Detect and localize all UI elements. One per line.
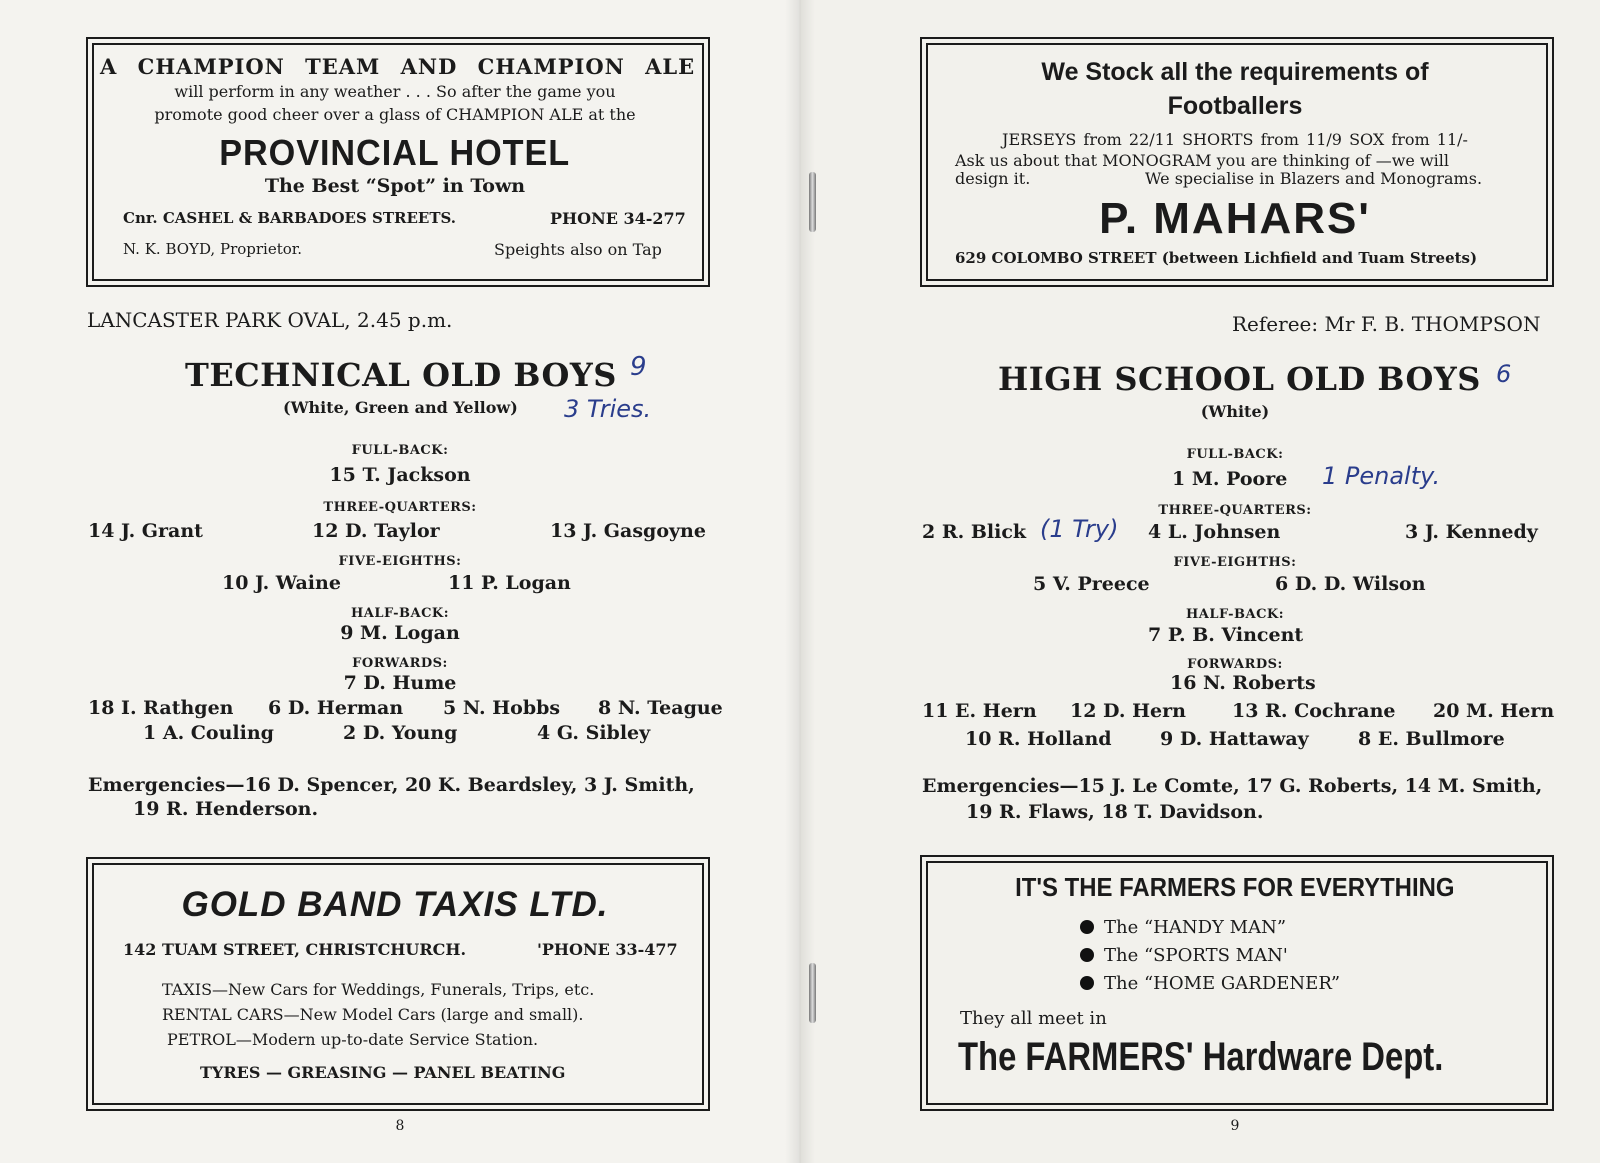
ad-farmers-name-wrap — [958, 1035, 1528, 1080]
ad-mahars-name-wrap — [935, 194, 1535, 244]
label-full-back: FULL-BACK: — [351, 443, 449, 458]
tries-note: 3 Tries. — [564, 395, 652, 423]
ad-taxis-address: 142 TUAM STREET, CHRISTCHURCH. — [123, 940, 467, 959]
player-five-eighth: 5 V. Preece — [1033, 573, 1150, 595]
emergencies-line: Emergencies—15 J. Le Comte, 17 G. Roberts, 14 M. Smith, — [922, 775, 1543, 797]
label-full-back: FULL-BACK: — [1186, 447, 1284, 462]
score-note-high-school: 6 — [1496, 360, 1512, 388]
ad-mahars-headline: Footballers — [1167, 92, 1303, 120]
player-forward: 9 D. Hattaway — [1160, 728, 1309, 750]
bullet-icon — [1080, 920, 1094, 934]
ad-hotel-phone: PHONE 34-277 — [550, 209, 686, 228]
team-high-school-colours: (White) — [1200, 402, 1270, 421]
player-three-quarter: 14 J. Grant — [88, 520, 203, 542]
ad-farmers-item — [1080, 973, 1340, 994]
team-technical-title: TECHNICAL OLD BOYS — [185, 356, 617, 394]
ad-mahars-headline-wrap — [935, 58, 1535, 87]
player-three-quarter: 4 L. Johnsen — [1148, 521, 1281, 543]
ad-hotel-line1: A CHAMPION TEAM AND CHAMPION ALE — [100, 54, 696, 79]
player-forward: 13 R. Cochrane — [1232, 700, 1396, 722]
label-three-quarters: THREE-QUARTERS: — [323, 500, 477, 515]
player-five-eighth: 11 P. Logan — [448, 572, 571, 594]
ad-taxis-line: TAXIS—New Cars for Weddings, Funerals, Trips, etc. — [162, 980, 595, 999]
ad-taxis-line: PETROL—Modern up-to-date Service Station. — [167, 1030, 539, 1049]
player-forward: 4 G. Sibley — [537, 722, 651, 744]
emergencies-line: Emergencies—16 D. Spencer, 20 K. Beardsley, 3 J. Smith, — [88, 774, 695, 796]
bullet-icon — [1080, 976, 1094, 990]
venue-text: LANCASTER PARK OVAL, 2.45 p.m. — [87, 308, 453, 332]
ad-farmers-item-text: The “HANDY MAN” — [1104, 917, 1287, 938]
player-forward: 12 D. Hern — [1070, 700, 1186, 722]
player-five-eighth: 6 D. D. Wilson — [1275, 573, 1426, 595]
player-five-eighth: 10 J. Waine — [222, 572, 341, 594]
label-five-eighths: FIVE-EIGHTHS: — [338, 554, 462, 569]
player-full-back: 1 M. Poore — [1172, 468, 1288, 490]
ad-hotel-line3: promote good cheer over a glass of CHAMPION ALE at the — [154, 105, 636, 124]
ad-mahars-headline: We Stock all the requirements of — [1041, 58, 1429, 86]
player-full-back: 15 T. Jackson — [329, 464, 471, 486]
ad-mahars-address: 629 COLOMBO STREET (between Lichfield and Tuam Streets) — [955, 249, 1478, 267]
try-note: (1 Try) — [1040, 515, 1119, 543]
ad-hotel-line2: will perform in any weather . . . So after the game you — [174, 82, 616, 101]
ad-farmers-item — [1080, 917, 1286, 938]
ad-farmers-headline-wrap — [935, 872, 1535, 903]
player-three-quarter: 3 J. Kennedy — [1405, 521, 1538, 543]
ad-hotel-name-wrap — [100, 132, 690, 174]
emergencies-line: 19 R. Flaws, 18 T. Davidson. — [966, 801, 1264, 823]
player-three-quarter: 2 R. Blick — [922, 521, 1027, 543]
player-three-quarter: 13 J. Gasgoyne — [550, 520, 706, 542]
page-number: 9 — [1230, 1118, 1240, 1134]
referee-text: Referee: Mr F. B. THOMPSON — [1232, 312, 1541, 336]
ad-taxis-line: RENTAL CARS—New Model Cars (large and small). — [162, 1005, 584, 1024]
ad-mahars-headline-wrap — [935, 92, 1535, 121]
player-forward: 10 R. Holland — [965, 728, 1112, 750]
player-forward: 11 E. Hern — [922, 700, 1037, 722]
ad-taxis-line: TYRES — GREASING — PANEL BEATING — [200, 1063, 566, 1082]
player-forward: 5 N. Hobbs — [443, 697, 561, 719]
label-five-eighths: FIVE-EIGHTHS: — [1173, 555, 1297, 570]
penalty-note: 1 Penalty. — [1322, 462, 1441, 490]
staple — [809, 963, 816, 1023]
team-high-school-title: HIGH SCHOOL OLD BOYS — [998, 360, 1481, 398]
player-forward: 16 N. Roberts — [1170, 672, 1316, 694]
ad-hotel-address: Cnr. CASHEL & BARBADOES STREETS. — [123, 209, 457, 227]
emergencies-line: 19 R. Henderson. — [133, 798, 319, 820]
player-three-quarter: 12 D. Taylor — [312, 520, 440, 542]
ad-farmers-name: The FARMERS' Hardware Dept. — [958, 1035, 1444, 1079]
team-technical-colours: (White, Green and Yellow) — [283, 398, 518, 417]
player-forward: 7 D. Hume — [343, 672, 457, 694]
player-forward: 6 D. Herman — [268, 697, 404, 719]
player-half-back: 9 M. Logan — [340, 622, 460, 644]
player-forward: 8 E. Bullmore — [1358, 728, 1505, 750]
label-half-back: HALF-BACK: — [350, 606, 450, 621]
ad-mahars-line: Ask us about that MONOGRAM you are thinking of —we will — [955, 151, 1449, 170]
player-forward: 1 A. Couling — [143, 722, 274, 744]
player-forward: 18 I. Rathgen — [88, 697, 234, 719]
player-forward: 20 M. Hern — [1433, 700, 1555, 722]
player-forward: 2 D. Young — [343, 722, 458, 744]
bullet-icon — [1080, 948, 1094, 962]
label-forwards: FORWARDS: — [352, 656, 448, 671]
ad-taxis-name: GOLD BAND TAXIS LTD. — [181, 885, 609, 924]
ad-mahars-name: P. MAHARS' — [1099, 194, 1371, 243]
ad-mahars-prices: JERSEYS from 22/11 SHORTS from 11/9 SOX from 11/- — [1002, 130, 1468, 149]
ad-hotel-tap: Speights also on Tap — [494, 240, 662, 259]
player-forward: 8 N. Teague — [598, 697, 723, 719]
ad-hotel-name: PROVINCIAL HOTEL — [219, 132, 571, 173]
ad-farmers-item — [1080, 945, 1288, 966]
ad-hotel-tagline: The Best “Spot” in Town — [264, 175, 526, 197]
label-forwards: FORWARDS: — [1187, 657, 1283, 672]
player-half-back: 7 P. B. Vincent — [1148, 624, 1304, 646]
staple — [809, 172, 816, 232]
ad-farmers-meet: They all meet in — [960, 1008, 1107, 1029]
label-half-back: HALF-BACK: — [1185, 607, 1285, 622]
ad-hotel-proprietor: N. K. BOYD, Proprietor. — [123, 240, 303, 258]
ad-farmers-headline: IT'S THE FARMERS FOR EVERYTHING — [1015, 872, 1455, 902]
ad-taxis-name-wrap — [100, 885, 690, 925]
page-number: 8 — [395, 1118, 405, 1134]
label-three-quarters: THREE-QUARTERS: — [1158, 503, 1312, 518]
ad-taxis-phone: 'PHONE 33-477 — [537, 940, 678, 959]
ad-farmers-item-text: The “HOME GARDENER” — [1104, 973, 1341, 994]
score-note-technical: 9 — [630, 352, 647, 382]
ad-mahars-line: We specialise in Blazers and Monograms. — [1145, 169, 1483, 188]
ad-mahars-line: design it. — [955, 169, 1031, 188]
ad-farmers-item-text: The “SPORTS MAN' — [1104, 945, 1288, 966]
